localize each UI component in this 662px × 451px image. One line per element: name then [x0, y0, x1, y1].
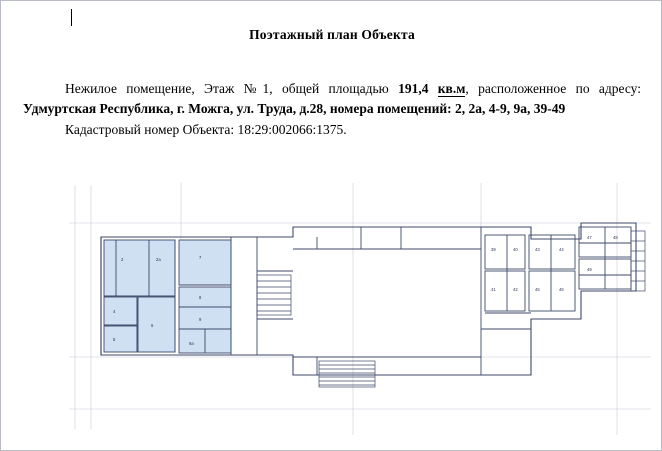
svg-text:8: 8 — [199, 295, 202, 300]
paragraph-cadastral — [23, 120, 641, 140]
svg-text:6: 6 — [151, 323, 154, 328]
svg-text:40: 40 — [513, 247, 518, 252]
address-text: Удмуртская Республика, г. Можга, ул. Труда, д.28, номера помещений: 2, 2а, 4-9, 9а, 39-49 — [23, 100, 566, 116]
svg-text:46: 46 — [559, 287, 564, 292]
svg-text:2: 2 — [121, 257, 124, 262]
document-body — [23, 79, 641, 140]
floor-plan-image — [61, 179, 657, 441]
floor-plan-drawing — [61, 179, 657, 441]
cadastral-label: Кадастровый номер Объекта: — [65, 122, 238, 138]
area-units: кв.м — [437, 81, 466, 96]
svg-text:39: 39 — [491, 247, 496, 252]
description-lead: Нежилое помещение, Этаж №1, общей площадью — [65, 81, 399, 96]
svg-text:7: 7 — [199, 255, 202, 260]
cadastral-number: 18:29:002066:1375. — [237, 122, 347, 138]
page-title: Поэтажный план Объекта — [249, 27, 415, 42]
svg-text:5: 5 — [113, 337, 116, 342]
svg-text:49: 49 — [587, 267, 592, 272]
svg-text:42: 42 — [513, 287, 518, 292]
svg-text:44: 44 — [559, 247, 564, 252]
svg-text:47: 47 — [587, 235, 592, 240]
svg-text:9: 9 — [199, 317, 202, 322]
paragraph-description — [23, 79, 641, 118]
svg-text:9а: 9а — [189, 341, 194, 346]
svg-text:48: 48 — [613, 235, 618, 240]
text-cursor — [71, 9, 72, 26]
svg-text:41: 41 — [491, 287, 496, 292]
description-after-area: , расположенное по адресу: — [465, 81, 641, 96]
svg-text:43: 43 — [535, 247, 540, 252]
svg-text:4: 4 — [113, 309, 116, 314]
svg-text:45: 45 — [535, 287, 540, 292]
area-value: 191,4 — [398, 81, 429, 96]
svg-text:2а: 2а — [156, 257, 161, 262]
